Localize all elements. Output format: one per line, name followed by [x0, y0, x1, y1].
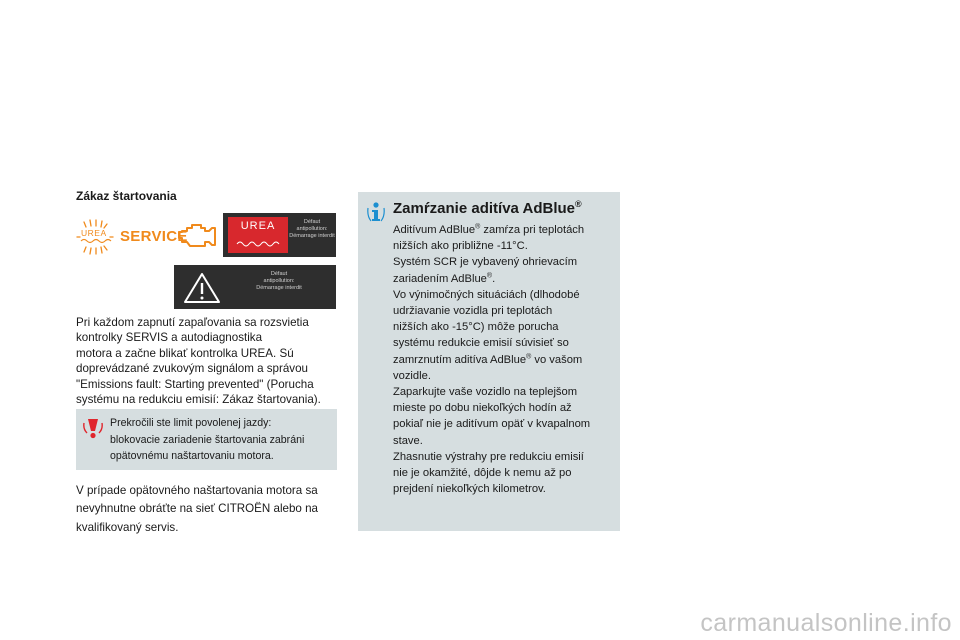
- service-advice: V prípade opätovného naštartovania motora sa nevyhnutne obráťte na sieť CITROËN alebo na kvalifikovaný servis.: [76, 484, 318, 534]
- engine-check-icon: [176, 220, 216, 252]
- warning-box: [76, 409, 337, 470]
- warning-triangle-icon: [182, 271, 222, 305]
- display-screen-warning: [174, 265, 336, 309]
- screen1-message: Défaut antipollution: Démarrage interdit: [289, 219, 335, 239]
- screen2-message: Défaut antipollution: Démarrage interdit: [256, 271, 302, 291]
- display-screen-urea: [223, 213, 336, 257]
- exclamation-icon: [83, 417, 103, 444]
- urea-lamp-icon: [76, 218, 114, 256]
- info-title: Zamŕzanie aditíva AdBlue®: [393, 199, 582, 217]
- service-lamp-label: SERVICE: [120, 228, 188, 245]
- fluid-wave-icon: [236, 239, 280, 249]
- info-body: Aditívum AdBlue® zamŕza pri teplotách nižších ako približne -11°C. Systém SCR je vybavený ohrievacím zariadením AdBlue®. Vo výnimočných situáciách (dlhodobé udržiavanie vozidla pri teplotách nižších ako -15°C) môže porucha systému redukcie emisií súvisieť so zamrznutím aditíva AdBlue® vo vašom vozidle. Zaparkujte vaše vozidlo na teplejšom mieste po dobu niekoľkých hodín až pokiaľ nie je aditívum opäť v kvapalnom stave. Zhasnutie výstrahy pre redukciu emisií nie je okamžité, dôjde k nemu až po prejdení niekoľkých kilometrov.: [393, 223, 591, 496]
- urea-indicator-label: UREA: [240, 220, 276, 232]
- info-box-adblue-freezing: [358, 192, 620, 531]
- urea-lamp-label: UREA: [81, 228, 107, 238]
- section-title: Zákaz štartovania: [76, 189, 177, 203]
- watermark: carmanualsonline.info: [700, 609, 952, 637]
- startup-description: Pri každom zapnutí zapaľovania sa rozsvietia kontrolky SERVIS a autodiagnostika motora a začne blikať kontrolka UREA. Sú doprevádzané zvukovým signálom a správou "Emissions fault: Starting prevented" (Porucha systému na redukciu emisií: Zákaz štartovania).: [76, 316, 321, 407]
- warning-text: Prekročili ste limit povolenej jazdy: blokovacie zariadenie štartovania zabráni opätovnému naštartovaniu motora.: [110, 417, 305, 462]
- urea-indicator: [228, 217, 288, 253]
- info-icon: [367, 201, 385, 228]
